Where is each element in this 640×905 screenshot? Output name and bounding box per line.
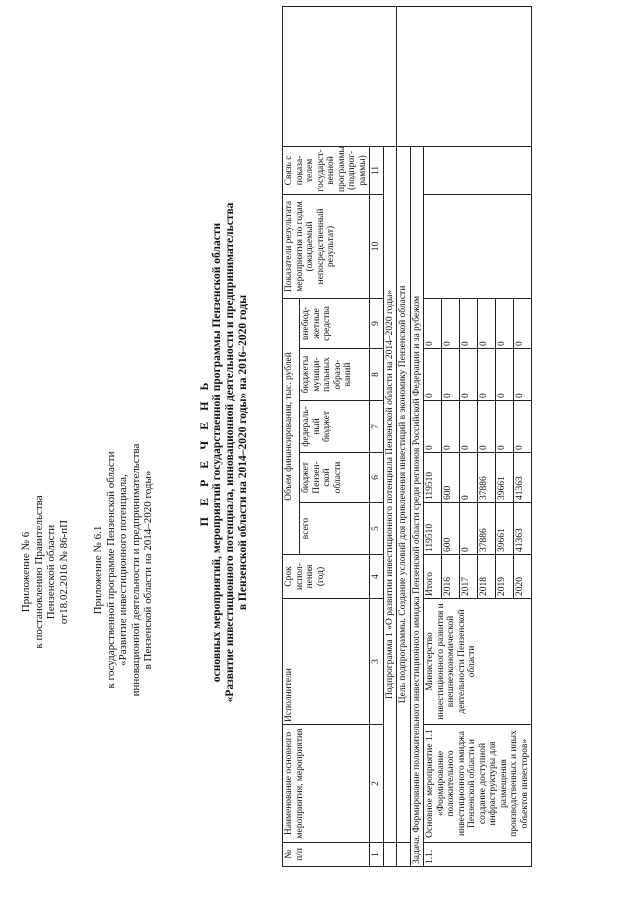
row-link: [424, 146, 532, 194]
appendix2-line: инновационной деятельности и предпринимательства: [129, 443, 142, 697]
row-total: 0: [460, 503, 478, 555]
appendix2-line: к государственной программе Пензенской области: [104, 451, 117, 689]
row-municipal: 0: [460, 349, 478, 401]
row-year: Итого: [424, 555, 442, 599]
col-number: 3: [370, 599, 384, 725]
row-federal: 0: [460, 401, 478, 453]
row-indicators: [424, 194, 532, 298]
header-municipal: бюджеты муници-пальных образо-ваний: [300, 349, 370, 401]
col-number: 1: [370, 843, 384, 867]
title-main: П Е Р Е Ч Е Н Ь: [197, 378, 211, 527]
title-line: основных мероприятий, мероприятий государственной программы Пензенской области: [211, 222, 223, 683]
row-year: 2016: [442, 555, 460, 599]
blank-cell: [397, 6, 532, 146]
header-name: Наименование основного мероприятия, мероприятия: [283, 725, 370, 843]
row-federal: 0: [442, 401, 460, 453]
row-federal: 0: [424, 401, 442, 453]
col-number: 2: [370, 725, 384, 843]
row-offbudget: 0: [460, 298, 478, 348]
header-offbudget: внебюд-жетные средства: [300, 298, 370, 348]
row-offbudget: 0: [496, 298, 514, 348]
row-total: 41363: [514, 503, 532, 555]
row-municipal: 0: [442, 349, 460, 401]
header-link: Связь с показа-телем государст-венной программы (подпрог-раммы): [283, 146, 370, 194]
appendix-line: Приложение № 6: [20, 531, 32, 613]
header-federal: федераль-ный бюджет: [300, 401, 370, 453]
header-total: всего: [300, 503, 370, 555]
item-num: 1.1.: [424, 843, 532, 867]
appendix-line: от18.02.2016 № 86-пП: [57, 519, 70, 625]
col-number: 9: [370, 298, 384, 348]
header-executors: Исполнители: [283, 599, 370, 725]
col-number: 11: [370, 146, 384, 194]
col-number: 5: [370, 503, 384, 555]
row-total: 600: [442, 503, 460, 555]
row-regional: 119510: [424, 453, 442, 503]
row-year: 2019: [496, 555, 514, 599]
appendix2-line: в Пензенской области на 2014–2020 годы»: [142, 470, 154, 670]
blank-cell: [283, 6, 397, 146]
subprogram-title: Подпрограмма 1 «О развитии инвестиционного потенциала Пензенской области на 2014–2020 годы»: [383, 146, 397, 842]
row-municipal: 0: [478, 349, 496, 401]
title-line: «Развитие инвестиционного потенциала, инновационной деятельности и предпринимательства: [224, 202, 236, 703]
item-name: Основное мероприятие 1.1 «Формирование положительного инвестиционного имиджа Пензенской области и создание доступной инфраструктуры для размещения производственных и иных объектов инвесторов»: [424, 725, 532, 843]
row-municipal: 0: [514, 349, 532, 401]
row-federal: 0: [478, 401, 496, 453]
col-number: 6: [370, 453, 384, 503]
subprogram-num-cell: [383, 843, 397, 867]
appendix2-line: «Развитие инвестиционного потенциала,: [117, 474, 129, 666]
row-offbudget: 0: [478, 298, 496, 348]
row-year: 2017: [460, 555, 478, 599]
appendix-header: [20, 452, 70, 692]
appendix-line: к постановлению Правительства: [32, 495, 45, 649]
header-row: [283, 6, 300, 866]
row-offbudget: 0: [442, 298, 460, 348]
row-year: 2020: [514, 555, 532, 599]
appendix-line: Пензенской области: [45, 524, 57, 620]
appendix2-line: Приложение № 6.1: [92, 525, 104, 615]
col-number: 7: [370, 401, 384, 453]
row-regional: 41363: [514, 453, 532, 503]
row-regional: 0: [460, 453, 478, 503]
row-total: 119510: [424, 503, 442, 555]
row-federal: 0: [496, 401, 514, 453]
header-term: Срок испол-нения (год): [283, 555, 370, 599]
row-year: 2018: [478, 555, 496, 599]
row-regional: 600: [442, 453, 460, 503]
document-title: [198, 60, 250, 845]
col-number: 4: [370, 555, 384, 599]
row-federal: 0: [514, 401, 532, 453]
task-text: Задача. Формирование положительного инвестиционного имиджа Пензенской области среди регионов Российской Федерации и за рубежом: [410, 146, 424, 866]
appendix-program-header: [92, 360, 155, 780]
row-municipal: 0: [496, 349, 514, 401]
measures-table: [282, 6, 532, 867]
row-regional: 39661: [496, 453, 514, 503]
col-number: 8: [370, 349, 384, 401]
goal-text: Цель подпрограммы. Создание условий для привлечения инвестиций в экономику Пензенской области: [397, 146, 411, 842]
goal-row: [397, 6, 411, 866]
row-regional: 37886: [478, 453, 496, 503]
item-executor: Министерство инвестиционного развития и внешнеэкономической деятельности Пензенской области: [424, 599, 532, 725]
header-funding: Объем финансирования, тыс. рублей: [283, 298, 300, 554]
title-line: в Пензенской области на 2014–2020 годы» на 2016–2020 годы: [237, 294, 249, 611]
header-num: № п/п: [283, 843, 370, 867]
header-indicators: Показатели результата мероприятия по годам (ожидаемый непосредственный результат): [283, 194, 370, 298]
goal-num-cell: [397, 843, 411, 867]
row-offbudget: 0: [424, 298, 442, 348]
row-total: 39661: [496, 503, 514, 555]
row-offbudget: 0: [514, 298, 532, 348]
col-number: 10: [370, 194, 384, 298]
header-regional: бюджет Пензен-ской области: [300, 453, 370, 503]
row-total: 37886: [478, 503, 496, 555]
row-municipal: 0: [424, 349, 442, 401]
